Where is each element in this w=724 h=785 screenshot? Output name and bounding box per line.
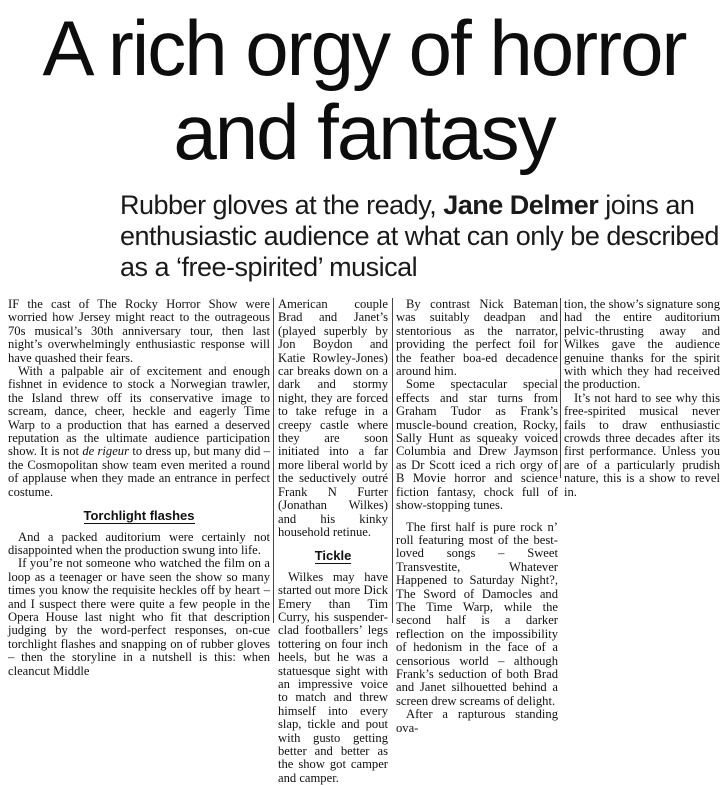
column-divider (273, 298, 274, 623)
crosshead-text: Torchlight flashes (83, 508, 195, 524)
paragraph: The first half is pure rock n’ roll featuring most of the best-loved songs – Sweet Transvestite, Whatever Happened to Saturday Night?, The Sword of Damocles and The Time Warp, while the second half is a darker reflection on the impossibility of hedonism in the face of a censorious world – although Frank’s seduction of both Brad and Janet silhouetted behind a screen drew screams of delight. (396, 519, 558, 708)
headline (14, 6, 714, 174)
paragraph-text: With a palpable air of excitement and enough fishnet in evidence to stock a Norwegian trawler, the Island threw off its conservative image to scream, dance, cheer, heckle and eagerly Time Warp to a production that has earned a deserved reputation as the ultimate audience participation show. It is not (8, 364, 270, 459)
paragraph: And a packed auditorium were certainly not disappointed when the production swung into life. (8, 529, 270, 557)
article-column-3 (396, 297, 558, 735)
standfirst-text-2: joins an enthusiastic audience at what can only be described as a ‘free-spirited’ musical (120, 190, 719, 282)
paragraph: After a rapturous standing ova- (396, 707, 558, 735)
paragraph: Some spectacular special effects and star turns from Graham Tudor as Frank’s muscle-bound creation, Rocky, Sally Hunt as squeaky voiced Columbia and Drew Jaymson as Dr Scott iced a rich orgy of B Movie horror and science fiction fantasy, chock full of show-stopping tunes. (396, 377, 558, 513)
paragraph: If you’re not someone who watched the film on a loop as a teenager or have seen the show so many times you know the requisite heckles off by heart – and I suspect there were quite a few people in the Opera House last night who fit that description judging by the word-perfect responses, on-cue torchlight flashes and snapping on of rubber gloves – then the storyline in a nutshell is this: when cleancut Middle (8, 556, 270, 678)
italic-phrase: de rigeur (82, 444, 130, 459)
standfirst (120, 190, 720, 283)
headline-line-1: A rich orgy of horror (42, 4, 686, 92)
standfirst-text-1: Rubber gloves at the ready, (120, 190, 444, 220)
paragraph (8, 365, 270, 499)
paragraph: American couple Brad and Janet’s (played superbly by Jon Boydon and Katie Rowley-Jones) car breaks down on a dark and stormy night, they are forced to take refuge in a creepy castle where they are soon initiated into a far more liberal world by the seductively outré Frank N Furter (Jonathan Wilkes) and his kinky household retinue. (278, 297, 388, 539)
headline-line-2: and fantasy (173, 88, 555, 176)
paragraph: tion, the show’s signature song had the entire auditorium pelvic-thrusting away and Wilkes gave the audience genuine thanks for the spirit with which they had received the production. (564, 297, 720, 392)
paragraph-text: to dress up, but many did – the Cosmopolitan show team even merited a round of applause when they made an entrance in perfect costume. (8, 444, 271, 499)
paragraph: It’s not hard to see why this free-spirited musical never fails to draw enthusiastic crowds three decades after its first performance. Unless you are of a particularly prudish nature, this is a show to revel in. (564, 390, 720, 499)
author-name: Jane Delmer (443, 190, 599, 220)
column-divider (392, 298, 393, 623)
article-column-2 (278, 297, 388, 785)
article-column-4 (564, 298, 720, 498)
column-divider (560, 298, 561, 478)
paragraph: IF the cast of The Rocky Horror Show were worried how Jersey might react to the outrageous 70s musical’s 30th anniversary tour, then last night’s overwhelmingly enthusiastic response will have quashed their fears. (8, 297, 270, 365)
crosshead-tickle (278, 549, 388, 562)
crosshead-text: Tickle (314, 548, 352, 564)
crosshead-torchlight (8, 509, 270, 522)
paragraph: By contrast Nick Bateman was suitably deadpan and stentorious as the narrator, providing the perfect foil for the feather boa-ed decadence around him. (396, 297, 558, 379)
paragraph: Wilkes may have started out more Dick Emery than Tim Curry, his suspender-clad footballers’ legs tottering on four inch heels, but he was a statuesque sight with an impressive voice to match and threw himself into every slap, tickle and pout with gusto getting better and better as the show got camper and camper. (278, 569, 388, 785)
article-column-1 (8, 297, 271, 678)
